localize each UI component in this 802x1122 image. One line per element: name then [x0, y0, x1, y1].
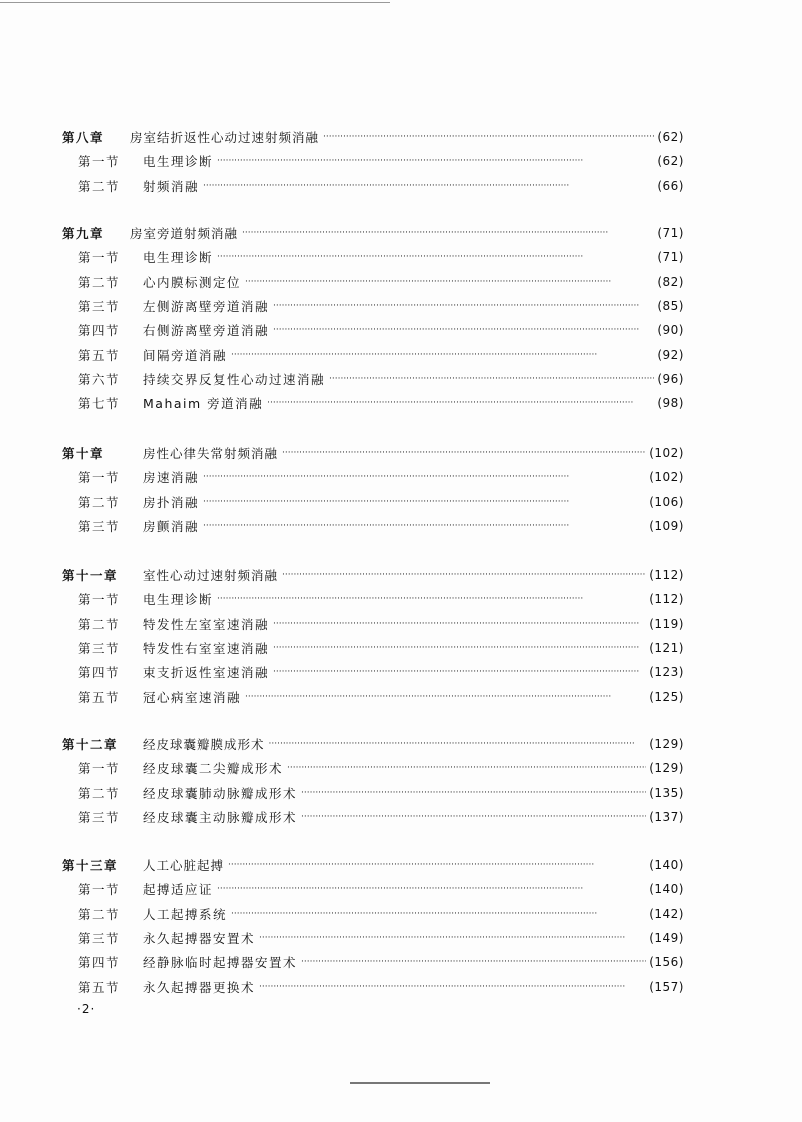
dot-leader [203, 472, 646, 482]
entry-title: 特发性左室室速消融 [143, 616, 270, 632]
entry-page: (106) [649, 494, 684, 509]
dot-leader [273, 325, 654, 335]
entry-page: (112) [649, 592, 684, 607]
entry-page: (129) [649, 761, 684, 776]
entry-label: 第三节 [78, 518, 121, 534]
entry-title: 持续交界反复性心动过速消融 [143, 371, 326, 387]
entry-label: 第十二章 [62, 737, 119, 752]
entry-label: 第一节 [78, 592, 121, 608]
entry-page: (66) [657, 178, 684, 193]
entry-title: 永久起搏器安置术 [143, 930, 256, 946]
entry-page: (135) [649, 785, 684, 800]
dot-leader [217, 594, 646, 604]
entry-page: (71) [657, 250, 684, 265]
section-entry [78, 393, 684, 413]
entry-label: 第十章 [62, 446, 105, 461]
entry-title: 束支折返性室速消融 [143, 665, 270, 681]
entry-label: 第三节 [78, 930, 121, 946]
entry-page: (137) [649, 809, 684, 824]
dot-leader [323, 132, 654, 142]
dot-leader [273, 643, 646, 653]
entry-title: 室性心动过速射频消融 [143, 568, 279, 583]
dot-leader [301, 812, 646, 822]
entry-title: 间隔旁道消融 [143, 347, 228, 363]
chapter-entry [62, 443, 684, 463]
entry-page: (140) [649, 882, 684, 897]
entry-label: 第五节 [78, 689, 121, 705]
dot-leader [282, 570, 646, 580]
dot-leader [273, 619, 646, 629]
entry-title: 人工起搏系统 [143, 906, 228, 922]
entry-page: (92) [657, 347, 684, 362]
entry-title: 人工心脏起搏 [143, 858, 225, 873]
entry-title: 房室结折返性心动过速射频消融 [130, 130, 320, 145]
entry-label: 第二节 [78, 906, 121, 922]
entry-label: 第十一章 [62, 568, 119, 583]
entry-title: 右侧游离壁旁道消融 [143, 323, 270, 339]
section-entry [78, 638, 684, 658]
dot-leader [273, 667, 646, 677]
section-entry [78, 516, 684, 536]
dot-leader [259, 933, 646, 943]
entry-label: 第二节 [78, 494, 121, 510]
entry-label: 第三节 [78, 809, 121, 825]
entry-title: 经皮球囊瓣膜成形术 [143, 737, 265, 752]
dot-leader [259, 982, 646, 992]
section-entry [78, 614, 684, 634]
section-entry [78, 492, 684, 512]
entry-label: 第三节 [78, 640, 121, 656]
entry-label: 第一节 [78, 761, 121, 777]
dot-leader [287, 763, 646, 773]
entry-title: 房颤消融 [143, 518, 200, 534]
entry-title: 心内膜标测定位 [143, 274, 242, 290]
dot-leader [231, 909, 646, 919]
entry-label: 第四节 [78, 665, 121, 681]
entry-page: (71) [657, 226, 684, 240]
dot-leader [217, 884, 646, 894]
scan-edge-line [0, 2, 390, 3]
entry-page: (102) [649, 470, 684, 485]
section-entry [78, 151, 684, 171]
entry-title: 电生理诊断 [143, 250, 214, 266]
entry-title: 电生理诊断 [143, 154, 214, 170]
entry-page: (140) [649, 858, 684, 872]
section-entry [78, 467, 684, 487]
entry-title: 电生理诊断 [143, 592, 214, 608]
entry-label: 第五节 [78, 979, 121, 995]
section-entry [78, 296, 684, 316]
section-entry [78, 320, 684, 340]
dot-leader [245, 692, 646, 702]
chapter-entry [62, 127, 684, 147]
dot-leader [242, 228, 654, 238]
entry-page: (96) [657, 371, 684, 386]
dot-leader [282, 448, 646, 458]
section-entry [78, 928, 684, 948]
entry-title: 房性心律失常射频消融 [143, 446, 279, 461]
section-entry [78, 272, 684, 292]
entry-title: 经静脉临时起搏器安置术 [143, 955, 298, 971]
dot-leader [203, 181, 654, 191]
entry-title: 经皮球囊主动脉瓣成形术 [143, 809, 298, 825]
entry-page: (62) [657, 154, 684, 169]
section-entry [78, 247, 684, 267]
entry-page: (90) [657, 323, 684, 338]
entry-label: 第二节 [78, 178, 121, 194]
entry-label: 第四节 [78, 955, 121, 971]
entry-title: 起搏适应证 [143, 882, 214, 898]
entry-title: 永久起搏器更换术 [143, 979, 256, 995]
dot-leader [217, 252, 654, 262]
entry-title: 射频消融 [143, 178, 200, 194]
entry-page: (142) [649, 906, 684, 921]
chapter-entry [62, 855, 684, 875]
section-entry [78, 807, 684, 827]
entry-title: 经皮球囊二尖瓣成形术 [143, 761, 284, 777]
section-entry [78, 345, 684, 365]
dot-leader [217, 156, 654, 166]
entry-title: 冠心病室速消融 [143, 689, 242, 705]
entry-page: (149) [649, 930, 684, 945]
entry-label: 第八章 [62, 130, 105, 145]
entry-page: (102) [649, 446, 684, 460]
entry-title: Mahaim 旁道消融 [143, 396, 264, 412]
chapter-entry [62, 223, 684, 243]
dot-leader [269, 739, 647, 749]
dot-leader [203, 521, 646, 531]
entry-page: (157) [649, 979, 684, 994]
entry-label: 第一节 [78, 250, 121, 266]
entry-label: 第一节 [78, 882, 121, 898]
section-entry [78, 952, 684, 972]
entry-label: 第七节 [78, 396, 121, 412]
entry-title: 房室旁道射频消融 [130, 226, 239, 241]
dot-leader [301, 788, 646, 798]
entry-page: (112) [649, 568, 684, 582]
entry-page: (109) [649, 518, 684, 533]
entry-label: 第二节 [78, 785, 121, 801]
chapter-entry [62, 565, 684, 585]
entry-label: 第一节 [78, 154, 121, 170]
section-entry [78, 758, 684, 778]
entry-page: (121) [649, 640, 684, 655]
entry-page: (123) [649, 665, 684, 680]
dot-leader [273, 301, 654, 311]
entry-label: 第九章 [62, 226, 105, 241]
chapter-entry [62, 734, 684, 754]
entry-label: 第六节 [78, 371, 121, 387]
entry-page: (82) [657, 274, 684, 289]
entry-label: 第十三章 [62, 858, 119, 873]
entry-page: (156) [649, 955, 684, 970]
section-entry [78, 369, 684, 389]
section-entry [78, 589, 684, 609]
dot-leader [245, 277, 654, 287]
entry-label: 第二节 [78, 616, 121, 632]
entry-page: (129) [649, 737, 684, 751]
entry-title: 特发性右室室速消融 [143, 640, 270, 656]
entry-title: 房扑消融 [143, 494, 200, 510]
entry-title: 左侧游离壁旁道消融 [143, 298, 270, 314]
entry-page: (125) [649, 689, 684, 704]
entry-label: 第五节 [78, 347, 121, 363]
section-entry [78, 662, 684, 682]
entry-page: (62) [657, 130, 684, 144]
section-entry [78, 783, 684, 803]
entry-title: 房速消融 [143, 470, 200, 486]
page-number: ·2· [77, 1002, 96, 1016]
entry-page: (98) [657, 396, 684, 411]
dot-leader [228, 860, 646, 870]
dot-leader [203, 497, 646, 507]
entry-title: 经皮球囊肺动脉瓣成形术 [143, 785, 298, 801]
section-entry [78, 687, 684, 707]
dot-leader [301, 957, 646, 967]
entry-label: 第四节 [78, 323, 121, 339]
section-entry [78, 977, 684, 997]
scan-edge-line [350, 1082, 490, 1084]
dot-leader [267, 398, 654, 408]
entry-label: 第三节 [78, 298, 121, 314]
section-entry [78, 176, 684, 196]
entry-label: 第一节 [78, 470, 121, 486]
entry-page: (85) [657, 298, 684, 313]
entry-label: 第二节 [78, 274, 121, 290]
dot-leader [329, 374, 654, 384]
section-entry [78, 904, 684, 924]
section-entry [78, 879, 684, 899]
dot-leader [231, 350, 654, 360]
entry-page: (119) [649, 616, 684, 631]
